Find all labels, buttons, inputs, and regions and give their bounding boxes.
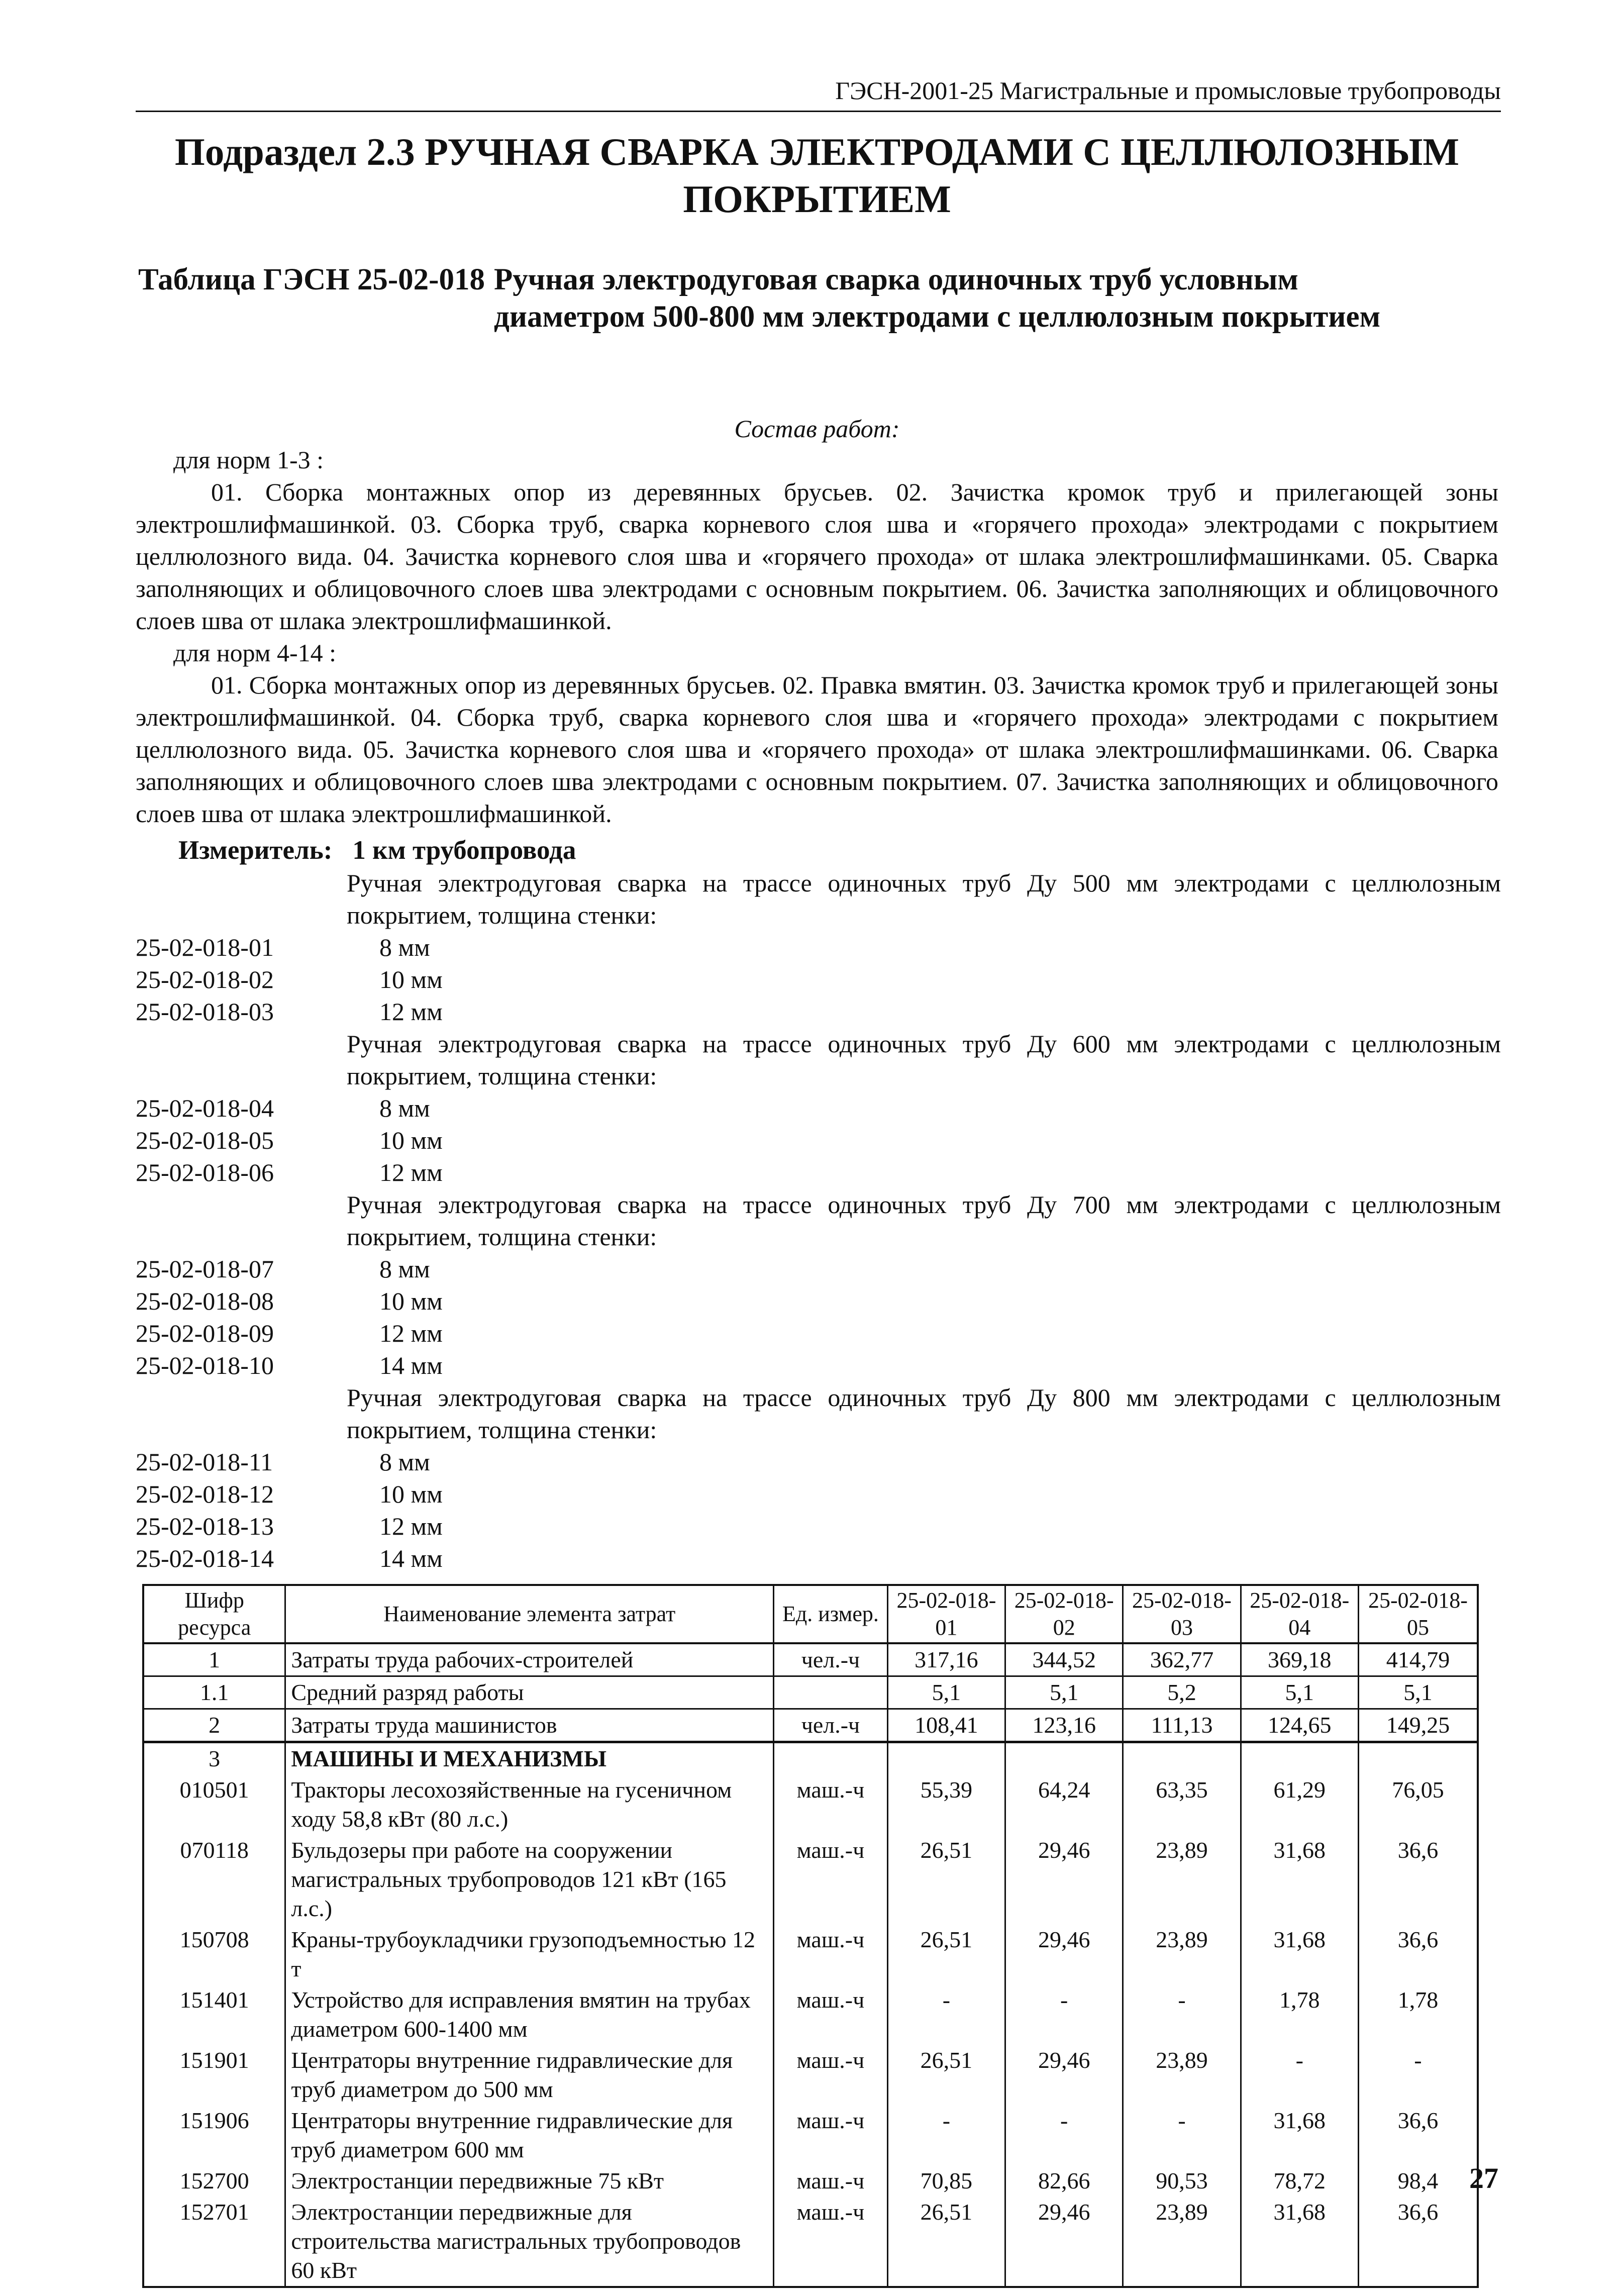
wall-thickness: 12 мм <box>379 1512 443 1540</box>
subsection-title-line: Подраздел 2.3 РУЧНАЯ СВАРКА ЭЛЕКТРОДАМИ С ЦЕЛЛЮЛОЗНЫМ <box>174 130 1460 173</box>
norm-code: 25-02-018-08 <box>136 1287 274 1315</box>
wall-thickness: 10 мм <box>379 1480 443 1508</box>
norm-row <box>136 1478 1501 1510</box>
resource-value: 5,1 <box>1241 1676 1358 1709</box>
resource-value: 55,39 <box>887 1774 1005 1835</box>
resource-name: Затраты труда машинистов <box>285 1709 774 1742</box>
resource-unit: чел.-ч <box>774 1643 888 1676</box>
resource-value: 31,68 <box>1241 2105 1358 2165</box>
norm-list <box>136 867 1501 1574</box>
wall-thickness: 12 мм <box>379 1158 443 1186</box>
resource-unit: чел.-ч <box>774 1709 888 1742</box>
page-number: 27 <box>1469 2162 1498 2195</box>
resource-value: - <box>887 2105 1005 2165</box>
norm-row <box>136 1092 1501 1124</box>
resource-unit: маш.-ч <box>774 2105 888 2165</box>
resource-value <box>1123 1742 1241 1775</box>
norm-row <box>136 931 1501 963</box>
norm-code: 25-02-018-12 <box>136 1480 274 1508</box>
resource-code: 2 <box>143 1709 285 1742</box>
resource-value: 5,1 <box>887 1676 1005 1709</box>
resource-value: 90,53 <box>1123 2165 1241 2197</box>
norm-group-caption: Ручная электродуговая сварка на трассе одиночных труб Ду 600 мм электродами с целлюлозным покрытием, толщина стенки: <box>347 1030 1501 1090</box>
resource-name: Затраты труда рабочих-строителей <box>285 1643 774 1676</box>
table-title-text: Ручная электродуговая сварка одиночных труб условным диаметром 500-800 мм электродами с целлюлозным покрытием <box>493 263 1381 334</box>
norm-code: 25-02-018-10 <box>136 1351 274 1379</box>
norm-group <box>136 867 1501 1028</box>
resource-name: МАШИНЫ И МЕХАНИЗМЫ <box>285 1742 774 1775</box>
resource-value: 369,18 <box>1241 1643 1358 1676</box>
resource-code: 010501 <box>143 1774 285 1835</box>
resource-value: 5,2 <box>1123 1676 1241 1709</box>
table-row <box>143 2165 1478 2197</box>
resource-value: 23,89 <box>1123 1924 1241 1984</box>
wall-thickness: 14 мм <box>379 1351 443 1379</box>
resource-name: Центраторы внутренние гидравлические для труб диаметром 600 мм <box>285 2105 774 2165</box>
table-header-row <box>143 1585 1478 1643</box>
resource-value: 63,35 <box>1123 1774 1241 1835</box>
norm-code: 25-02-018-04 <box>136 1094 274 1122</box>
resource-value: 29,46 <box>1005 1924 1123 1984</box>
resource-value: 344,52 <box>1005 1643 1123 1676</box>
resource-code: 150708 <box>143 1924 285 1984</box>
table-row <box>143 1643 1478 1676</box>
resource-unit <box>774 1742 888 1775</box>
header-code: Шифр ресурса <box>143 1585 285 1643</box>
norms-4-14-text: 01. Сборка монтажных опор из деревянных брусьев. 02. Правка вмятин. 03. Зачистка кромок труб и прилегающей зоны электрошлифмашинкой. 04. Сборка труб, сварка корневого слоя шва и «горячего прохода» электродами с покрытием целлюлозного вида. 05. Зачистка корневого слоя шва и «горячего прохода» от шлака электрошлифмашинками. 06. Сварка заполняющих и облицовочного слоев шва электродами с основным покрытием. 07. Зачистка заполняющих и облицовочного слоев шва от шлака электрошлифмашинкой. <box>136 671 1498 828</box>
norms-1-3-text: 01. Сборка монтажных опор из деревянных брусьев. 02. Зачистка кромок труб и прилегающей зоны электрошлифмашинкой. 03. Сборка труб, сварка корневого слоя шва и «горячего прохода» электродами с покрытием целлюлозного вида. 04. Зачистка корневого слоя шва и «горячего прохода» от шлака электрошлифмашинками. 05. Сварка заполняющих и облицовочного слоев шва электродами с основным покрытием. 06. Зачистка заполняющих и облицовочного слоев шва от шлака электрошлифмашинкой. <box>136 478 1498 635</box>
norm-code: 25-02-018-06 <box>136 1158 274 1186</box>
resource-value: 98,4 <box>1358 2165 1478 2197</box>
header-unit: Ед. измер. <box>774 1585 888 1643</box>
resource-value: 70,85 <box>887 2165 1005 2197</box>
resource-value: 1,78 <box>1241 1984 1358 2045</box>
norm-row <box>136 1156 1501 1188</box>
resource-value: 23,89 <box>1123 2197 1241 2287</box>
resource-code: 3 <box>143 1742 285 1775</box>
resource-unit: маш.-ч <box>774 1835 888 1924</box>
resource-value <box>1241 1742 1358 1775</box>
table-row <box>143 1709 1478 1742</box>
norm-row <box>136 1510 1501 1542</box>
resource-code: 152700 <box>143 2165 285 2197</box>
resource-value: 5,1 <box>1005 1676 1123 1709</box>
norm-code: 25-02-018-01 <box>136 933 274 961</box>
resource-value: 26,51 <box>887 1924 1005 1984</box>
resource-value: - <box>1123 1984 1241 2045</box>
resource-name: Тракторы лесохозяйственные на гусеничном ходу 58,8 кВт (80 л.с.) <box>285 1774 774 1835</box>
norm-code: 25-02-018-03 <box>136 998 274 1026</box>
resource-table <box>142 1584 1479 2288</box>
wall-thickness: 8 мм <box>379 933 430 961</box>
table-title <box>138 261 1495 336</box>
resource-name: Центраторы внутренние гидравлические для труб диаметром до 500 мм <box>285 2045 774 2105</box>
resource-unit: маш.-ч <box>774 1774 888 1835</box>
resource-value: 26,51 <box>887 1835 1005 1924</box>
norm-row <box>136 1317 1501 1349</box>
measure-label: Измеритель: <box>178 836 333 865</box>
table-title-number: Таблица ГЭСН 25-02-018 <box>138 263 485 296</box>
resource-name: Краны-трубоукладчики грузоподъемностью 12 т <box>285 1924 774 1984</box>
norm-row <box>136 1285 1501 1317</box>
resource-value: 1,78 <box>1358 1984 1478 2045</box>
resource-value: 31,68 <box>1241 2197 1358 2287</box>
norm-code: 25-02-018-09 <box>136 1319 274 1347</box>
running-header: ГЭСН-2001-25 Магистральные и промысловые трубопроводы <box>136 75 1501 112</box>
measure-value: 1 км трубопровода <box>352 836 576 865</box>
table-row <box>143 2045 1478 2105</box>
resource-code: 1 <box>143 1643 285 1676</box>
norm-row <box>136 1349 1501 1381</box>
header-norm: 25-02-018-01 <box>887 1585 1005 1643</box>
resource-unit: маш.-ч <box>774 1984 888 2045</box>
resource-value: 108,41 <box>887 1709 1005 1742</box>
resource-code: 151901 <box>143 2045 285 2105</box>
resource-name: Электростанции передвижные для строительства магистральных трубопроводов 60 кВт <box>285 2197 774 2287</box>
resource-value: - <box>1005 1984 1123 2045</box>
table-row <box>143 1742 1478 1775</box>
resource-value: - <box>1358 2045 1478 2105</box>
table-row <box>143 1984 1478 2045</box>
resource-value <box>1358 1742 1478 1775</box>
wall-thickness: 10 мм <box>379 965 443 993</box>
subsection-title-line: ПОКРЫТИЕМ <box>683 177 951 221</box>
norm-group <box>136 1188 1501 1381</box>
resource-value: 26,51 <box>887 2197 1005 2287</box>
norm-code: 25-02-018-14 <box>136 1544 274 1572</box>
resource-value: 29,46 <box>1005 1835 1123 1924</box>
norm-code: 25-02-018-11 <box>136 1448 273 1476</box>
norm-group-caption: Ручная электродуговая сварка на трассе одиночных труб Ду 500 мм электродами с целлюлозным покрытием, толщина стенки: <box>347 869 1501 929</box>
resource-value: 23,89 <box>1123 2045 1241 2105</box>
resource-value: - <box>887 1984 1005 2045</box>
resource-value <box>887 1742 1005 1775</box>
header-norm: 25-02-018-05 <box>1358 1585 1478 1643</box>
resource-name: Средний разряд работы <box>285 1676 774 1709</box>
norm-code: 25-02-018-13 <box>136 1512 274 1540</box>
resource-unit: маш.-ч <box>774 2045 888 2105</box>
norm-code: 25-02-018-05 <box>136 1126 274 1154</box>
wall-thickness: 8 мм <box>379 1094 430 1122</box>
resource-name: Устройство для исправления вмятин на трубах диаметром 600-1400 мм <box>285 1984 774 2045</box>
composition-heading: Состав работ: <box>734 415 900 443</box>
resource-value: 26,51 <box>887 2045 1005 2105</box>
resource-code: 070118 <box>143 1835 285 1924</box>
subsection-title <box>136 128 1498 223</box>
wall-thickness: 10 мм <box>379 1126 443 1154</box>
resource-value: 362,77 <box>1123 1643 1241 1676</box>
resource-value: 64,24 <box>1005 1774 1123 1835</box>
norm-row <box>136 1542 1501 1574</box>
wall-thickness: 10 мм <box>379 1287 443 1315</box>
work-composition <box>136 444 1498 830</box>
norm-row <box>136 1446 1501 1478</box>
table-row <box>143 1774 1478 1835</box>
wall-thickness: 8 мм <box>379 1448 430 1476</box>
measure-line <box>178 834 576 866</box>
resource-value: 61,29 <box>1241 1774 1358 1835</box>
resource-value <box>1005 1742 1123 1775</box>
norm-row <box>136 995 1501 1028</box>
resource-value: 29,46 <box>1005 2197 1123 2287</box>
header-norm: 25-02-018-04 <box>1241 1585 1358 1643</box>
resource-value: 124,65 <box>1241 1709 1358 1742</box>
resource-value: - <box>1005 2105 1123 2165</box>
resource-value: 31,68 <box>1241 1835 1358 1924</box>
header-norm: 25-02-018-02 <box>1005 1585 1123 1643</box>
resource-unit: маш.-ч <box>774 1924 888 1984</box>
norm-code: 25-02-018-07 <box>136 1255 274 1283</box>
header-name: Наименование элемента затрат <box>285 1585 774 1643</box>
resource-value: 36,6 <box>1358 2197 1478 2287</box>
resource-value: 123,16 <box>1005 1709 1123 1742</box>
resource-value: 5,1 <box>1358 1676 1478 1709</box>
table-row <box>143 1924 1478 1984</box>
norms-1-3-label: для норм 1-3 : <box>173 446 324 474</box>
table-row <box>143 2197 1478 2287</box>
table-row <box>143 1676 1478 1709</box>
resource-value: 36,6 <box>1358 1835 1478 1924</box>
resource-name: Электростанции передвижные 75 кВт <box>285 2165 774 2197</box>
resource-unit: маш.-ч <box>774 2197 888 2287</box>
resource-value: - <box>1123 2105 1241 2165</box>
resource-value: 317,16 <box>887 1643 1005 1676</box>
resource-value: 149,25 <box>1358 1709 1478 1742</box>
resource-unit: маш.-ч <box>774 2165 888 2197</box>
resource-value: 111,13 <box>1123 1709 1241 1742</box>
wall-thickness: 12 мм <box>379 1319 443 1347</box>
norm-row <box>136 1124 1501 1156</box>
norm-row <box>136 963 1501 995</box>
norm-code: 25-02-018-02 <box>136 965 274 993</box>
norms-4-14-label: для норм 4-14 : <box>173 639 337 667</box>
resource-code: 152701 <box>143 2197 285 2287</box>
norm-group <box>136 1381 1501 1574</box>
header-norm: 25-02-018-03 <box>1123 1585 1241 1643</box>
resource-value: 31,68 <box>1241 1924 1358 1984</box>
norm-row <box>136 1253 1501 1285</box>
wall-thickness: 14 мм <box>379 1544 443 1572</box>
resource-name: Бульдозеры при работе на сооружении магистральных трубопроводов 121 кВт (165 л.с.) <box>285 1835 774 1924</box>
resource-value: 36,6 <box>1358 2105 1478 2165</box>
resource-value: 76,05 <box>1358 1774 1478 1835</box>
resource-code: 151401 <box>143 1984 285 2045</box>
resource-unit <box>774 1676 888 1709</box>
norm-group <box>136 1028 1501 1188</box>
wall-thickness: 8 мм <box>379 1255 430 1283</box>
wall-thickness: 12 мм <box>379 998 443 1026</box>
resource-code: 151906 <box>143 2105 285 2165</box>
resource-value: 23,89 <box>1123 1835 1241 1924</box>
table-row <box>143 2105 1478 2165</box>
resource-value: 414,79 <box>1358 1643 1478 1676</box>
resource-value: 82,66 <box>1005 2165 1123 2197</box>
table-row <box>143 1835 1478 1924</box>
norm-group-caption: Ручная электродуговая сварка на трассе одиночных труб Ду 800 мм электродами с целлюлозным покрытием, толщина стенки: <box>347 1383 1501 1444</box>
resource-value: - <box>1241 2045 1358 2105</box>
resource-code: 1.1 <box>143 1676 285 1709</box>
resource-value: 36,6 <box>1358 1924 1478 1984</box>
resource-value: 29,46 <box>1005 2045 1123 2105</box>
norm-group-caption: Ручная электродуговая сварка на трассе одиночных труб Ду 700 мм электродами с целлюлозным покрытием, толщина стенки: <box>347 1190 1501 1251</box>
resource-value: 78,72 <box>1241 2165 1358 2197</box>
